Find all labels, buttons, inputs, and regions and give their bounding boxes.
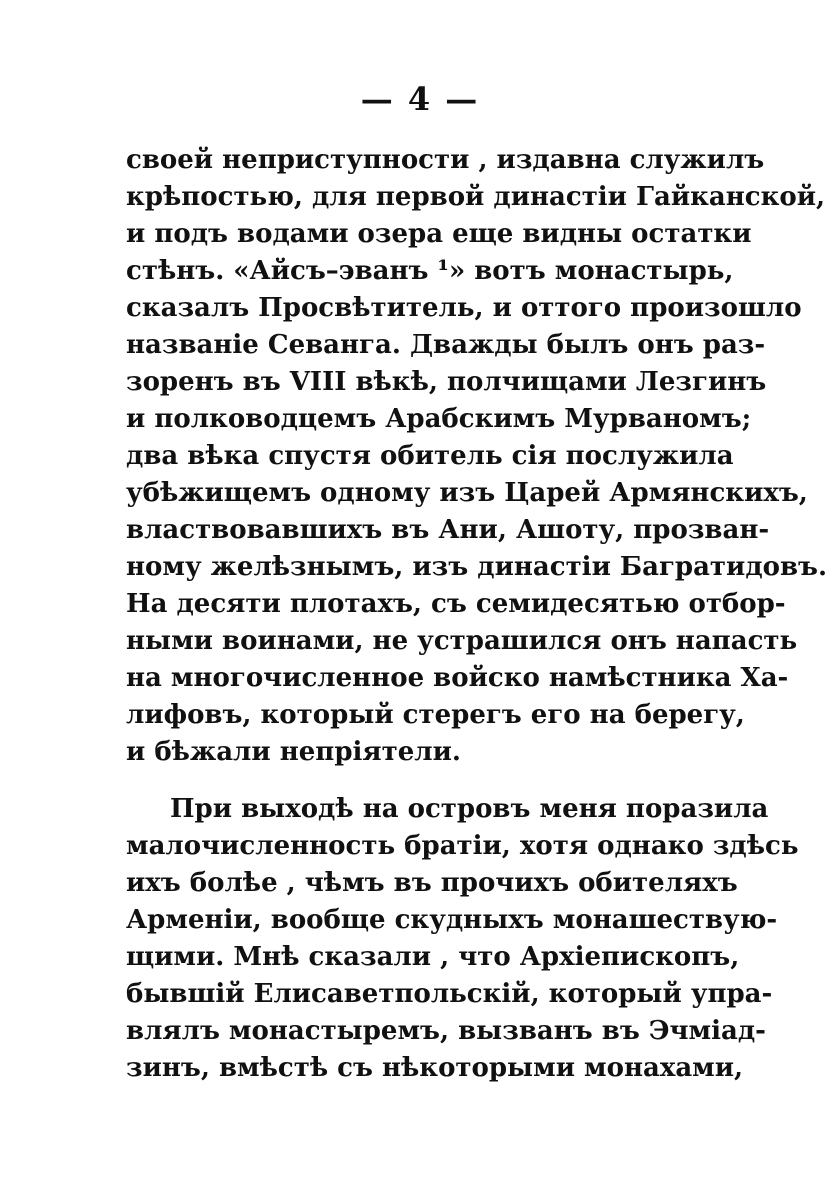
text-line: убѣжищемъ одному изъ Царей Армянскихъ, — [126, 478, 808, 508]
text-line: бывшій Елисаветпольскій, который упра- — [126, 979, 773, 1009]
paragraph-1 — [126, 142, 828, 771]
text-line: щими. Мнѣ сказали , что Архіепископъ, — [126, 942, 740, 972]
text-line: стѣнъ. «Айсъ–эванъ ¹» вотъ монастырь, — [126, 256, 734, 286]
text-line: своей неприступности , издавна служилъ — [126, 145, 765, 175]
text-line: и бѣжали непріятели. — [126, 737, 461, 767]
text-line: При выходѣ на островъ меня поразила — [170, 794, 769, 824]
text-line: зоренъ въ VIII вѣкѣ, полчищами Лезгинъ — [126, 367, 767, 397]
page-number: — 4 — — [360, 80, 480, 118]
text-line: малочисленность братіи, хотя однако здѣсь — [126, 831, 799, 861]
text-line: зинъ, вмѣстѣ съ нѣкоторыми монахами, — [126, 1053, 744, 1083]
text-line: влялъ монастыремъ, вызванъ въ Эчміад- — [126, 1016, 766, 1046]
text-line: два вѣка спустя обитель сія послужила — [126, 441, 734, 471]
text-line: ному желѣзнымъ, изъ династіи Багратидовъ. — [126, 552, 828, 582]
text-line: крѣпостью, для первой династіи Гайканской, — [126, 182, 826, 212]
text-line: сказалъ Просвѣтитель, и оттого произошло — [126, 293, 802, 323]
text-line: названіе Севанга. Дважды былъ онъ раз- — [126, 330, 766, 360]
paragraph-2 — [126, 791, 799, 1087]
text-line: и полководцемъ Арабскимъ Мурваномъ; — [126, 404, 752, 434]
text-line: властвовавшихъ въ Ани, Ашоту, прозван- — [126, 515, 770, 545]
text-line: ихъ болѣе , чѣмъ въ прочихъ обителяхъ — [126, 868, 738, 898]
text-line: и подъ водами озера еще видны остатки — [126, 219, 752, 249]
text-line: на многочисленное войско намѣстника Ха- — [126, 663, 789, 693]
text-line: На десяти плотахъ, съ семидесятью отбор- — [126, 589, 786, 619]
body-text — [126, 142, 828, 1087]
text-line: Арменіи, вообще скудныхъ монашествую- — [126, 905, 778, 935]
text-line: лифовъ, который стерегъ его на берегу, — [126, 700, 745, 730]
text-line: ными воинами, не устрашился онъ напасть — [126, 626, 798, 656]
